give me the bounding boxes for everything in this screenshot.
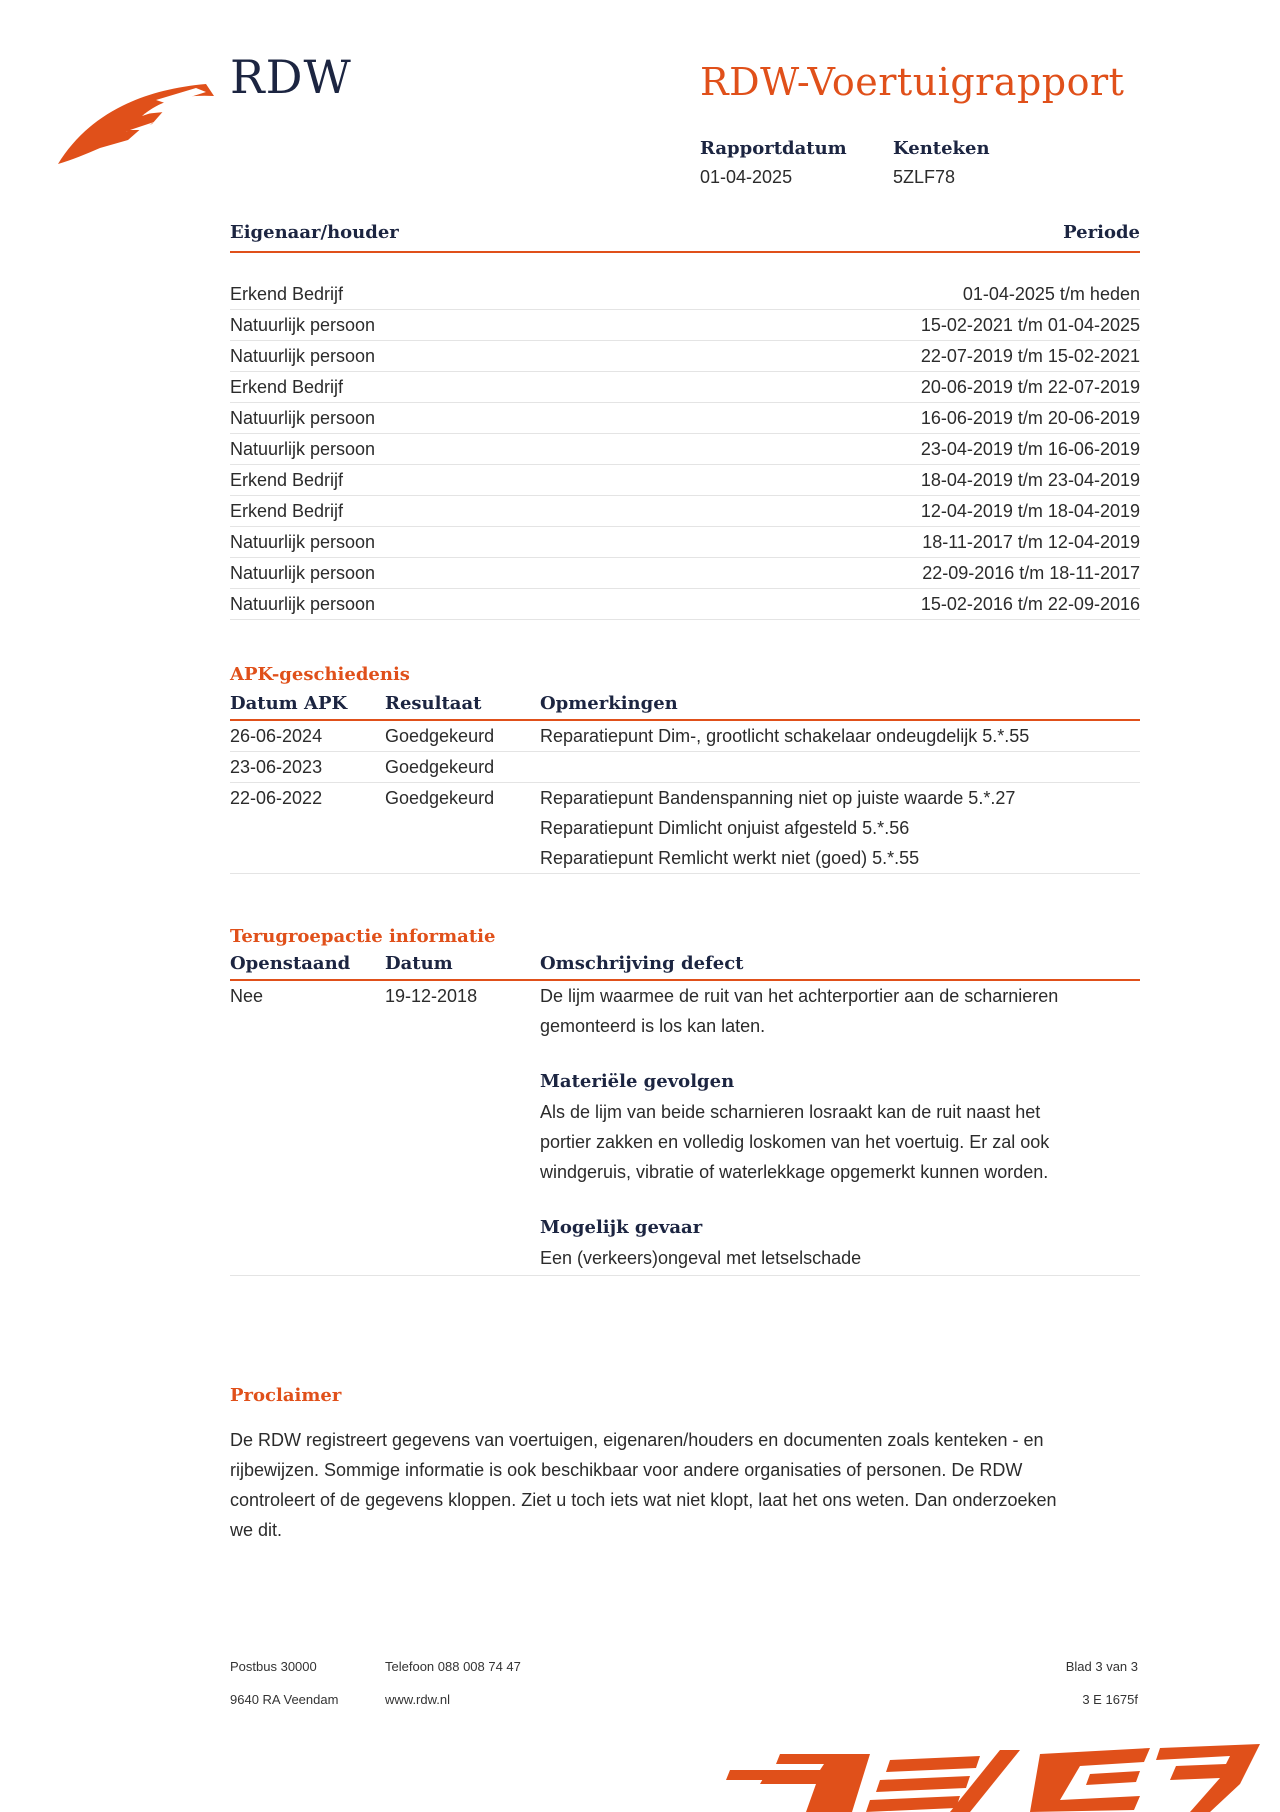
col-apk-date-header: Datum APK [230, 693, 348, 714]
proclaimer-line: De RDW registreert gegevens van voertuigen, eigenaren/houders en documenten zoals kenteken - en [230, 1430, 1044, 1450]
footer-page-number: Blad 3 van 3 [1065, 1659, 1138, 1674]
defect-description-line: De lijm waarmee de ruit van het achterportier aan de scharnieren [540, 986, 1059, 1006]
apk-section-title: APK-geschiedenis [230, 664, 410, 685]
period-cell: 15-02-2016 t/m 22-09-2016 [920, 594, 1140, 614]
report-title: RDW-Voertuigrapport [700, 60, 1125, 104]
owner-cell: Natuurlijk persoon [230, 315, 376, 335]
consequences-line: windgeruis, vibratie of waterlekkage opgemerkt kunnen worden. [540, 1162, 1049, 1182]
table-row [230, 465, 1140, 496]
table-row [230, 589, 1140, 620]
period-cell: 15-02-2021 t/m 01-04-2025 [920, 315, 1140, 335]
owner-cell: Natuurlijk persoon [230, 408, 376, 428]
col-period-header: Periode [1063, 222, 1140, 243]
period-cell: 18-04-2019 t/m 23-04-2019 [920, 470, 1140, 490]
recall-open-cell: Nee [230, 986, 264, 1006]
footer-postbus: Postbus 30000 [230, 1659, 317, 1674]
consequences-heading: Materiële gevolgen [540, 1071, 735, 1092]
apk-result-cell: Goedgekeurd [385, 757, 495, 777]
recall-date-cell: 19-12-2018 [385, 986, 478, 1006]
table-row [230, 310, 1140, 341]
proclaimer-line: controleert of de gegevens kloppen. Ziet u toch iets wat niet klopt, laat het ons weten. Dan onderzoeken [230, 1490, 1057, 1510]
period-cell: 18-11-2017 t/m 12-04-2019 [922, 532, 1140, 552]
logo-text: RDW [230, 50, 352, 104]
table-row [230, 341, 1140, 372]
col-open-header: Openstaand [230, 953, 351, 974]
apk-date-cell: 26-06-2024 [230, 726, 323, 746]
owner-cell: Erkend Bedrijf [230, 470, 344, 490]
owners-table [230, 222, 1140, 620]
period-cell: 01-04-2025 t/m heden [962, 284, 1140, 304]
table-row [230, 403, 1140, 434]
col-desc-header: Omschrijving defect [540, 953, 744, 974]
defect-description-line: gemonteerd is los kan laten. [540, 1016, 766, 1036]
apk-remarks-cell [540, 721, 1140, 751]
owner-cell: Natuurlijk persoon [230, 346, 376, 366]
plate-value: 5ZLF78 [893, 167, 956, 187]
proclaimer-line: rijbewijzen. Sommige informatie is ook beschikbaar voor andere organisaties of personen. De RDW [230, 1460, 1023, 1480]
table-row [230, 752, 1140, 783]
owners-rows [230, 279, 1140, 620]
owner-cell: Natuurlijk persoon [230, 594, 376, 614]
footer-phone: Telefoon 088 008 74 47 [385, 1659, 521, 1674]
col-apk-result-header: Resultaat [385, 693, 482, 714]
table-row [230, 981, 1140, 1276]
period-cell: 16-06-2019 t/m 20-06-2019 [920, 408, 1140, 428]
apk-result-cell: Goedgekeurd [385, 788, 495, 808]
apk-remarks-cell [540, 783, 1140, 873]
recall-table-header [230, 949, 1140, 981]
period-cell: 22-09-2016 t/m 18-11-2017 [922, 563, 1140, 583]
apk-remarks-cell [540, 752, 1140, 782]
rdw-arrow-stripes-icon [720, 1740, 1280, 1812]
period-cell: 22-07-2019 t/m 15-02-2021 [920, 346, 1140, 366]
apk-result-cell: Goedgekeurd [385, 726, 495, 746]
period-cell: 20-06-2019 t/m 22-07-2019 [920, 377, 1140, 397]
table-row [230, 372, 1140, 403]
danger-text: Een (verkeers)ongeval met letselschade [540, 1248, 862, 1268]
apk-remark: Reparatiepunt Dimlicht onjuist afgesteld 5.*.56 [540, 818, 910, 838]
footer-website: www.rdw.nl [385, 1692, 451, 1707]
report-date-value: 01-04-2025 [700, 167, 793, 187]
rdw-feather-logo-icon [56, 78, 216, 166]
owners-table-header [230, 222, 1140, 253]
table-row [230, 434, 1140, 465]
period-cell: 23-04-2019 t/m 16-06-2019 [920, 439, 1140, 459]
owner-cell: Natuurlijk persoon [230, 532, 376, 552]
report-date-label: Rapportdatum [700, 138, 847, 159]
plate-label: Kenteken [893, 138, 990, 159]
table-row [230, 527, 1140, 558]
period-cell: 12-04-2019 t/m 18-04-2019 [920, 501, 1140, 521]
col-owner-header: Eigenaar/houder [230, 222, 399, 243]
consequences-line: Als de lijm van beide scharnieren losraakt kan de ruit naast het [540, 1102, 1041, 1122]
apk-remark: Reparatiepunt Remlicht werkt niet (goed) 5.*.55 [540, 848, 920, 868]
table-row [230, 783, 1140, 874]
danger-heading: Mogelijk gevaar [540, 1217, 703, 1238]
proclaimer-line: we dit. [230, 1520, 283, 1540]
recall-desc-cell [540, 981, 1140, 1273]
recall-table [230, 949, 1140, 1276]
owner-cell: Erkend Bedrijf [230, 377, 344, 397]
recall-section-title: Terugroepactie informatie [230, 926, 496, 947]
apk-date-cell: 23-06-2023 [230, 757, 323, 777]
owner-cell: Natuurlijk persoon [230, 563, 376, 583]
table-row [230, 558, 1140, 589]
apk-table-header [230, 689, 1140, 721]
table-row [230, 721, 1140, 752]
apk-remark: Reparatiepunt Dim-, grootlicht schakelaar ondeugdelijk 5.*.55 [540, 726, 1030, 746]
col-apk-remarks-header: Opmerkingen [540, 693, 678, 714]
table-row [230, 279, 1140, 310]
owner-cell: Erkend Bedrijf [230, 284, 344, 304]
table-row [230, 496, 1140, 527]
proclaimer-title: Proclaimer [230, 1385, 342, 1406]
owner-cell: Erkend Bedrijf [230, 501, 344, 521]
col-recall-date-header: Datum [385, 953, 453, 974]
consequences-line: portier zakken en volledig loskomen van het voertuig. Er zal ook [540, 1132, 1050, 1152]
footer-city: 9640 RA Veendam [230, 1692, 339, 1707]
apk-date-cell: 22-06-2022 [230, 788, 323, 808]
footer-code: 3 E 1675f [1082, 1692, 1138, 1707]
proclaimer-text [230, 1425, 1130, 1545]
owner-cell: Natuurlijk persoon [230, 439, 376, 459]
apk-table [230, 689, 1140, 874]
apk-remark: Reparatiepunt Bandenspanning niet op juiste waarde 5.*.27 [540, 788, 1016, 808]
